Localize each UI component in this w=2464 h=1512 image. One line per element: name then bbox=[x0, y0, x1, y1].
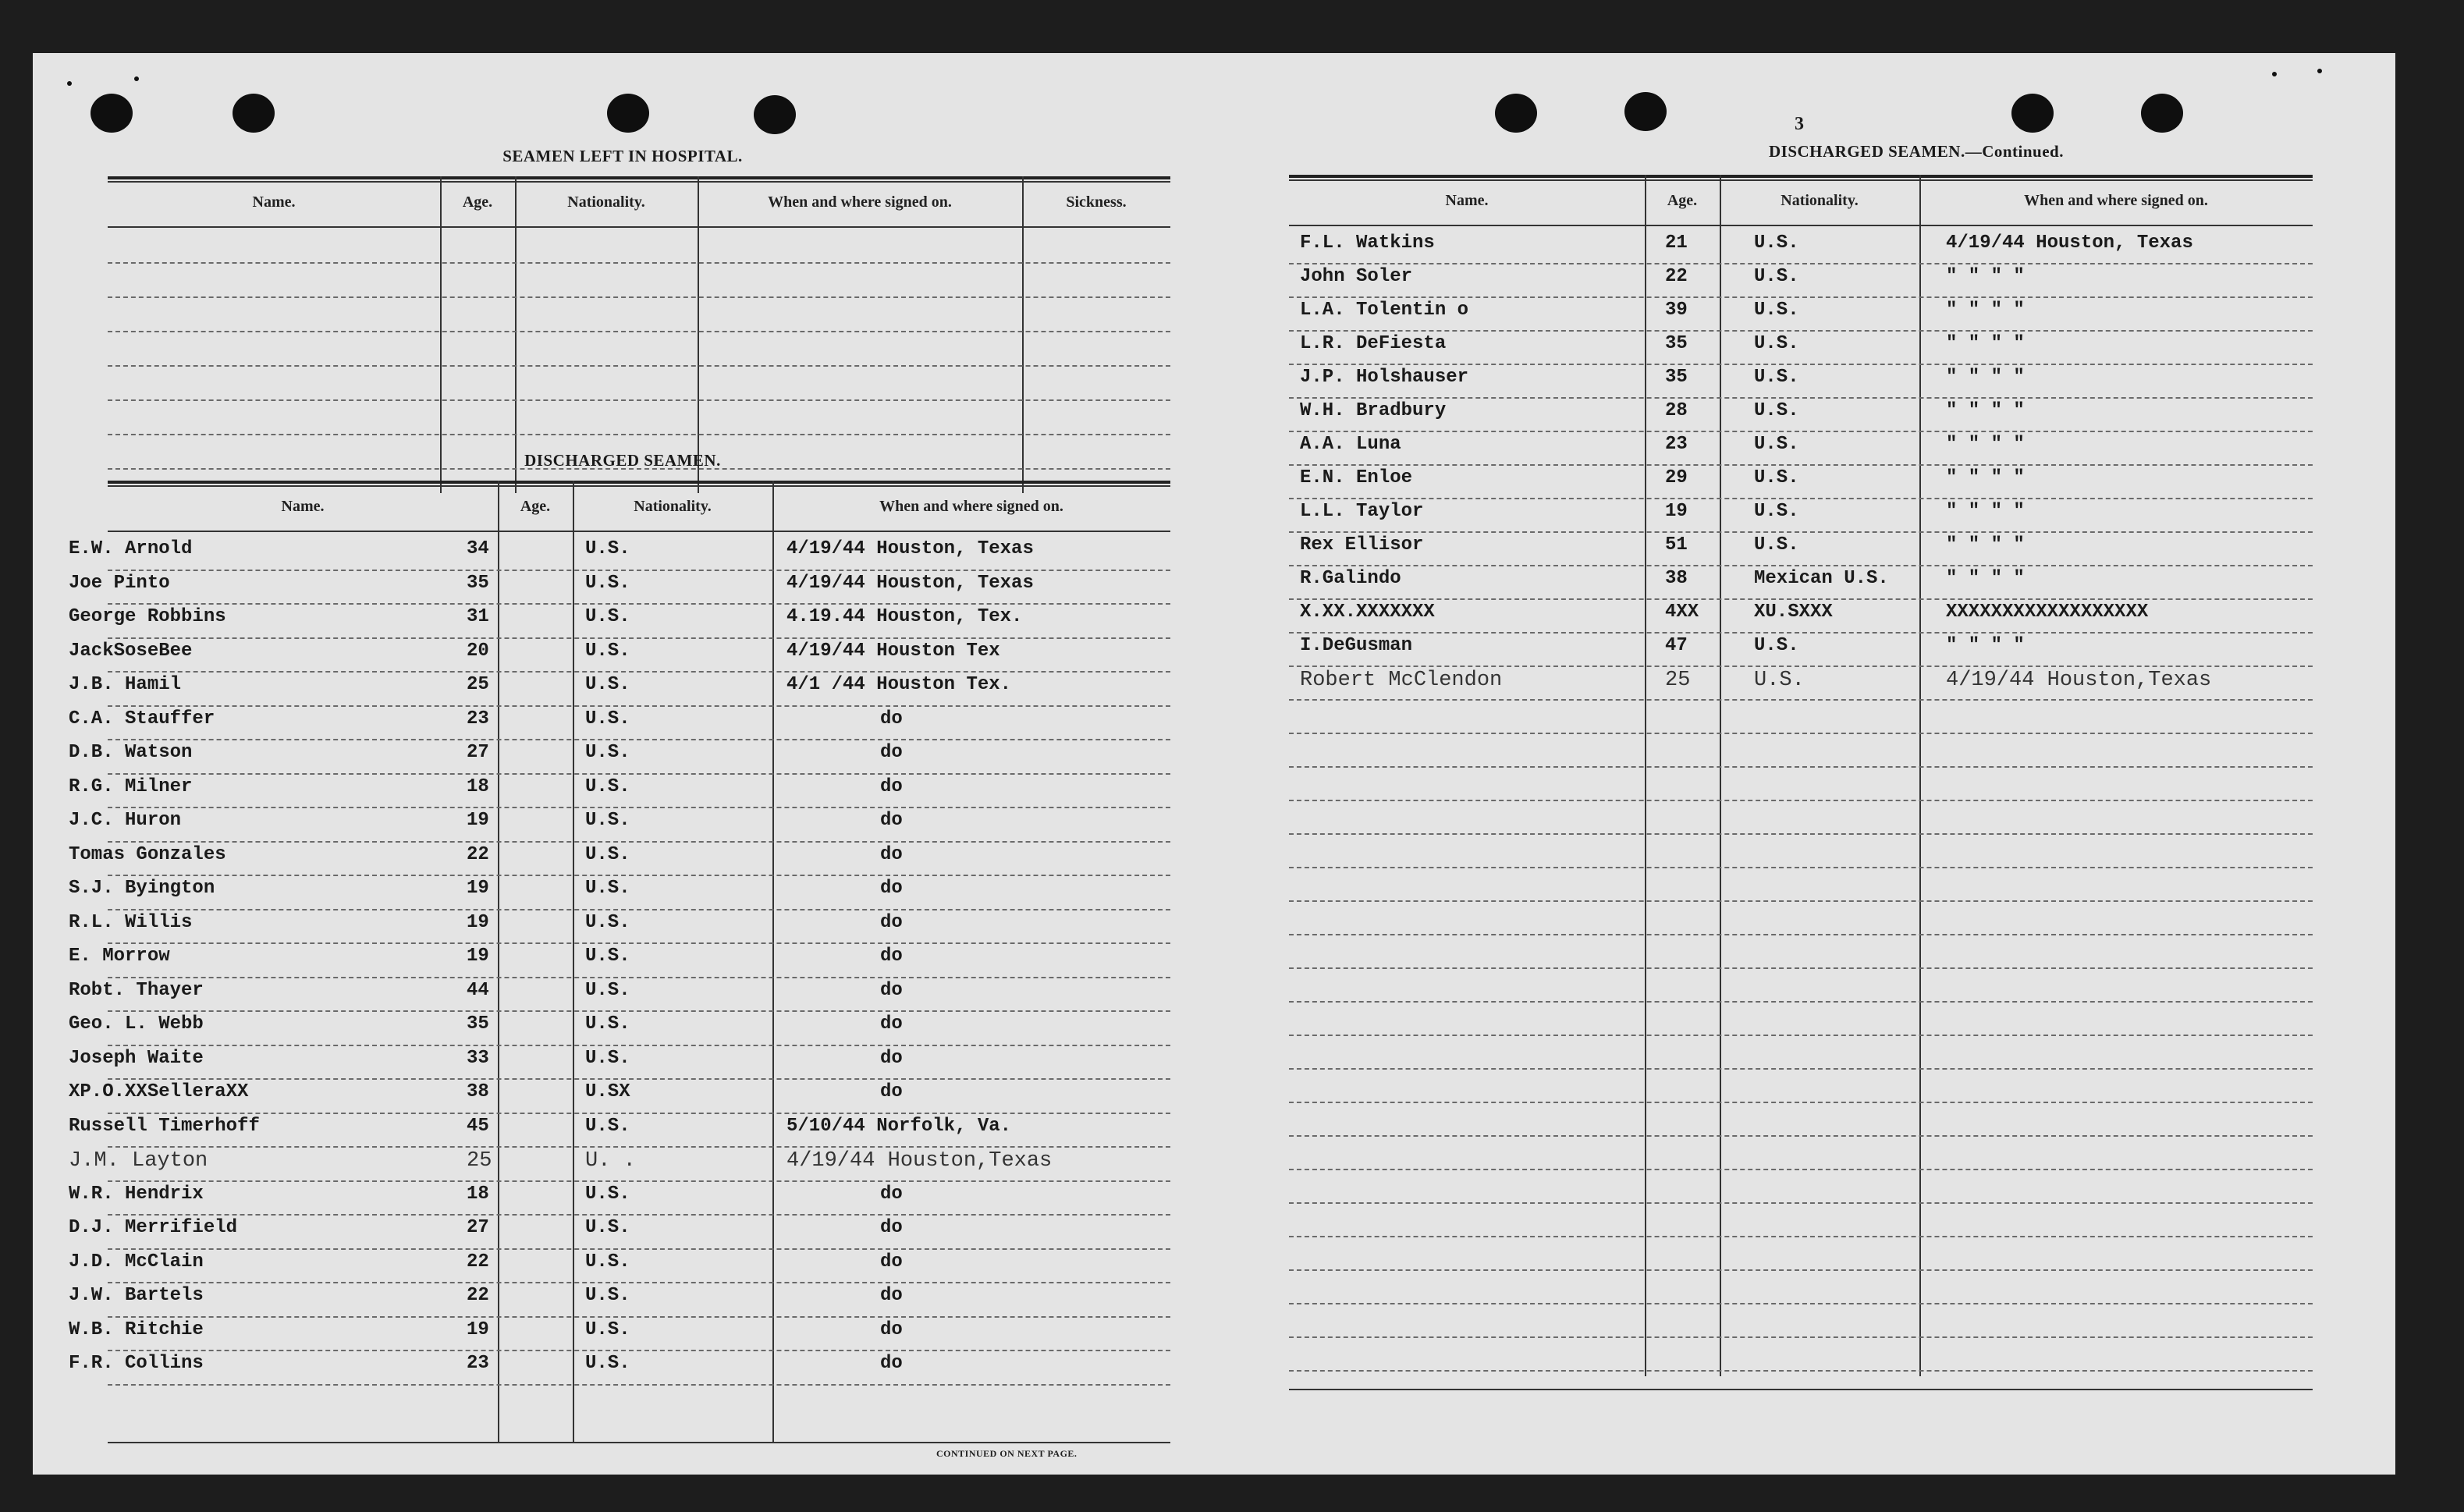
seaman-nationality: Mexican U.S. bbox=[1754, 568, 1889, 589]
row-rule bbox=[108, 1384, 1170, 1386]
seaman-age: 23 bbox=[467, 1353, 489, 1374]
row-rule bbox=[108, 1316, 1170, 1318]
row-rule bbox=[1289, 833, 2313, 835]
col-header-nationality: Nationality. bbox=[1781, 192, 1859, 209]
signed-on-info: 4/19/44 Houston,Texas bbox=[1946, 669, 2212, 692]
col-header-nationality: Nationality. bbox=[634, 498, 712, 515]
seaman-name: George Robbins bbox=[69, 606, 226, 627]
signed-on-info: " " " " bbox=[1946, 568, 2025, 589]
seaman-name: Tomas Gonzales bbox=[69, 843, 226, 865]
seaman-name: R.L. Willis bbox=[69, 911, 193, 933]
signed-on-info: do bbox=[880, 878, 903, 899]
speck-mark bbox=[67, 81, 72, 86]
row-rule bbox=[108, 1146, 1170, 1148]
row-rule bbox=[1289, 1102, 2313, 1103]
row-rule bbox=[108, 637, 1170, 639]
seaman-name: Joe Pinto bbox=[69, 572, 170, 594]
seaman-age: 18 bbox=[467, 776, 489, 797]
seaman-nationality: U.S. bbox=[1754, 300, 1799, 321]
speck-mark bbox=[2317, 69, 2322, 73]
signed-on-info: do bbox=[880, 1353, 903, 1374]
signed-on-info: do bbox=[880, 843, 903, 865]
signed-on-info: 4/19/44 Houston, Texas bbox=[1946, 232, 2193, 254]
seaman-nationality: U.S. bbox=[585, 1183, 630, 1205]
signed-on-info: do bbox=[880, 946, 903, 967]
seaman-name: Joseph Waite bbox=[69, 1047, 204, 1069]
seaman-name: W.H. Bradbury bbox=[1300, 400, 1447, 421]
speck-mark bbox=[2272, 72, 2277, 76]
signed-on-info: 4.19.44 Houston, Tex. bbox=[786, 606, 1023, 627]
seaman-nationality: U.S. bbox=[585, 1115, 630, 1137]
row-rule bbox=[1289, 1303, 2313, 1304]
signed-on-info: " " " " bbox=[1946, 467, 2025, 488]
row-rule bbox=[1289, 766, 2313, 768]
seaman-name: F.L. Watkins bbox=[1300, 232, 1435, 254]
row-rule bbox=[1289, 1202, 2313, 1204]
seaman-nationality: U.S. bbox=[585, 911, 630, 933]
seaman-age: 22 bbox=[467, 1285, 489, 1306]
seaman-nationality: XU.SXXX bbox=[1754, 602, 1833, 623]
seaman-name: R.Galindo bbox=[1300, 568, 1401, 589]
row-rule bbox=[1289, 397, 2313, 399]
seaman-age: 19 bbox=[467, 810, 489, 831]
seaman-name: J.M. Layton bbox=[69, 1149, 208, 1173]
punch-hole bbox=[1624, 92, 1667, 131]
seaman-nationality: U.S. bbox=[585, 946, 630, 967]
seaman-nationality: U.S. bbox=[585, 1217, 630, 1238]
signed-on-info: do bbox=[880, 776, 903, 797]
seaman-name: A.A. Luna bbox=[1300, 434, 1401, 455]
hospital-section-title: SEAMEN LEFT IN HOSPITAL. bbox=[502, 147, 743, 165]
left-page bbox=[33, 53, 1209, 1475]
seaman-name: W.B. Ritchie bbox=[69, 1319, 204, 1340]
right-page bbox=[1209, 53, 2395, 1475]
row-rule bbox=[1289, 1135, 2313, 1137]
seaman-nationality: U.S. bbox=[1754, 400, 1799, 421]
seaman-nationality: U.S. bbox=[1754, 467, 1799, 488]
seaman-age: 47 bbox=[1665, 635, 1688, 656]
signed-on-info: XXXXXXXXXXXXXXXXXX bbox=[1946, 602, 2149, 623]
seaman-nationality: U.S. bbox=[1754, 669, 1805, 692]
discharged-table bbox=[69, 481, 1170, 1443]
seaman-name: E.W. Arnold bbox=[69, 538, 193, 559]
seaman-age: 35 bbox=[467, 572, 489, 594]
seaman-nationality: U.SX bbox=[585, 1081, 630, 1102]
row-rule bbox=[1289, 800, 2313, 801]
row-rule bbox=[1289, 565, 2313, 566]
seaman-nationality: U.S. bbox=[585, 538, 630, 559]
signed-on-info: " " " " bbox=[1946, 400, 2025, 421]
seaman-name: S.J. Byington bbox=[69, 878, 215, 899]
seaman-nationality: U.S. bbox=[585, 1353, 630, 1374]
signed-on-info: do bbox=[880, 742, 903, 763]
row-rule bbox=[1289, 431, 2313, 432]
row-rule bbox=[1289, 665, 2313, 667]
row-rule bbox=[108, 1045, 1170, 1046]
row-rule bbox=[108, 841, 1170, 843]
signed-on-info: do bbox=[880, 1251, 903, 1272]
row-rule bbox=[1289, 598, 2313, 600]
seaman-name: J.P. Holshauser bbox=[1300, 367, 1469, 388]
seaman-age: 19 bbox=[1665, 501, 1688, 522]
row-rule bbox=[1289, 699, 2313, 701]
row-rule bbox=[108, 1180, 1170, 1182]
seaman-name: J.C. Huron bbox=[69, 810, 182, 831]
row-rule bbox=[108, 739, 1170, 740]
row-rule bbox=[108, 773, 1170, 775]
seaman-age: 25 bbox=[1665, 669, 1691, 692]
seaman-age: 44 bbox=[467, 979, 489, 1001]
punch-hole bbox=[1495, 94, 1537, 133]
row-rule bbox=[108, 909, 1170, 910]
col-header-name: Name. bbox=[281, 498, 325, 515]
seaman-nationality: U.S. bbox=[1754, 635, 1799, 656]
row-rule bbox=[108, 1113, 1170, 1114]
row-rule bbox=[1289, 1269, 2313, 1271]
signed-on-info: do bbox=[880, 1217, 903, 1238]
signed-on-info: do bbox=[880, 911, 903, 933]
row-rule bbox=[108, 875, 1170, 876]
row-rule bbox=[108, 1282, 1170, 1283]
signed-on-info: " " " " bbox=[1946, 501, 2025, 522]
row-rule bbox=[1289, 1336, 2313, 1338]
row-rule bbox=[1289, 531, 2313, 533]
signed-on-info: do bbox=[880, 1081, 903, 1102]
seaman-age: 22 bbox=[467, 843, 489, 865]
seaman-nationality: U.S. bbox=[585, 810, 630, 831]
row-rule bbox=[1289, 498, 2313, 499]
seaman-nationality: U.S. bbox=[585, 1285, 630, 1306]
seaman-name: Russell Timerhoff bbox=[69, 1115, 260, 1137]
row-rule bbox=[1289, 900, 2313, 902]
seaman-name: John Soler bbox=[1300, 266, 1413, 287]
row-rule bbox=[108, 1078, 1170, 1080]
signed-on-info: 4/19/44 Houston Tex bbox=[786, 640, 1000, 662]
seaman-nationality: U.S. bbox=[585, 776, 630, 797]
col-header-age: Age. bbox=[1667, 192, 1698, 209]
signed-on-info: 4/19/44 Houston, Texas bbox=[786, 572, 1034, 594]
seaman-name: X.XX.XXXXXXX bbox=[1300, 602, 1435, 623]
seaman-name: Robert McClendon bbox=[1300, 669, 1503, 692]
seaman-nationality: U.S. bbox=[585, 843, 630, 865]
seaman-nationality: U.S. bbox=[585, 1047, 630, 1069]
hospital-table bbox=[108, 176, 1170, 493]
col-header-nationality: Nationality. bbox=[567, 193, 645, 211]
seaman-name: L.L. Taylor bbox=[1300, 501, 1424, 522]
seaman-age: 28 bbox=[1665, 400, 1688, 421]
row-rule bbox=[1289, 1236, 2313, 1237]
seaman-age: 29 bbox=[1665, 467, 1688, 488]
signed-on-info: do bbox=[880, 1013, 903, 1035]
seaman-age: 35 bbox=[1665, 333, 1688, 354]
seaman-age: 38 bbox=[1665, 568, 1688, 589]
punch-hole bbox=[2011, 94, 2054, 133]
row-rule bbox=[1289, 263, 2313, 264]
seaman-name: D.B. Watson bbox=[69, 742, 193, 763]
punch-hole bbox=[607, 94, 649, 133]
row-rule bbox=[1289, 632, 2313, 634]
seaman-age: 21 bbox=[1665, 232, 1688, 254]
row-rule bbox=[1289, 1068, 2313, 1070]
seaman-nationality: U.S. bbox=[1754, 232, 1799, 254]
seaman-nationality: U.S. bbox=[1754, 367, 1799, 388]
seaman-age: 31 bbox=[467, 606, 489, 627]
seaman-name: Rex Ellisor bbox=[1300, 534, 1424, 555]
seaman-age: 18 bbox=[467, 1183, 489, 1205]
signed-on-info: do bbox=[880, 708, 903, 729]
seaman-age: 25 bbox=[467, 674, 489, 695]
signed-on-info: do bbox=[880, 979, 903, 1001]
row-rule bbox=[1289, 1169, 2313, 1170]
seaman-age: 22 bbox=[1665, 266, 1688, 287]
row-rule bbox=[1289, 733, 2313, 734]
discharged-continued-title: DISCHARGED SEAMEN.—Continued. bbox=[1769, 142, 2064, 161]
seaman-age: 33 bbox=[467, 1047, 489, 1069]
seaman-name: J.D. McClain bbox=[69, 1251, 204, 1272]
row-rule bbox=[1289, 867, 2313, 868]
signed-on-info: 4/19/44 Houston, Texas bbox=[786, 538, 1034, 559]
page-number: 3 bbox=[1795, 114, 1804, 134]
seaman-age: 39 bbox=[1665, 300, 1688, 321]
seaman-nationality: U.S. bbox=[585, 708, 630, 729]
row-rule bbox=[108, 671, 1170, 673]
seaman-age: 19 bbox=[467, 911, 489, 933]
seaman-name: J.B. Hamil bbox=[69, 674, 182, 695]
seaman-nationality: U.S. bbox=[1754, 501, 1799, 522]
row-rule bbox=[108, 977, 1170, 978]
seaman-age: 4XX bbox=[1665, 602, 1699, 623]
row-rule bbox=[1289, 967, 2313, 969]
signed-on-info: 4/1 /44 Houston Tex. bbox=[786, 674, 1012, 695]
seaman-name: J.W. Bartels bbox=[69, 1285, 204, 1306]
seaman-age: 45 bbox=[467, 1115, 489, 1137]
seaman-nationality: U.S. bbox=[1754, 534, 1799, 555]
signed-on-info: " " " " bbox=[1946, 367, 2025, 388]
row-rule bbox=[1289, 296, 2313, 298]
signed-on-info: do bbox=[880, 1183, 903, 1205]
col-header-signed-on: When and where signed on. bbox=[2024, 192, 2208, 209]
row-rule bbox=[108, 807, 1170, 808]
row-rule bbox=[1289, 1001, 2313, 1003]
punch-hole bbox=[233, 94, 275, 133]
seaman-age: 27 bbox=[467, 742, 489, 763]
seaman-nationality: U. . bbox=[585, 1149, 636, 1173]
signed-on-info: 4/19/44 Houston,Texas bbox=[786, 1149, 1053, 1173]
seaman-age: 19 bbox=[467, 946, 489, 967]
seaman-nationality: U.S. bbox=[585, 1013, 630, 1035]
discharged-table-continued bbox=[1289, 175, 2313, 1392]
row-rule bbox=[108, 1214, 1170, 1216]
signed-on-info: " " " " bbox=[1946, 333, 2025, 354]
row-rule bbox=[1289, 364, 2313, 365]
seaman-nationality: U.S. bbox=[585, 674, 630, 695]
punch-hole bbox=[2141, 94, 2183, 133]
seaman-age: 19 bbox=[467, 878, 489, 899]
seaman-age: 22 bbox=[467, 1251, 489, 1272]
seaman-nationality: U.S. bbox=[1754, 266, 1799, 287]
seaman-nationality: U.S. bbox=[1754, 434, 1799, 455]
seaman-name: XP.O.XXSelleraXX bbox=[69, 1081, 249, 1102]
seaman-name: F.R. Collins bbox=[69, 1353, 204, 1374]
seaman-age: 25 bbox=[467, 1149, 492, 1173]
col-header-age: Age. bbox=[520, 498, 551, 515]
row-rule bbox=[1289, 1035, 2313, 1036]
seaman-name: C.A. Stauffer bbox=[69, 708, 215, 729]
col-header-age: Age. bbox=[462, 193, 493, 211]
seaman-nationality: U.S. bbox=[585, 640, 630, 662]
seaman-nationality: U.S. bbox=[585, 979, 630, 1001]
row-rule bbox=[108, 603, 1170, 605]
seaman-nationality: U.S. bbox=[585, 1251, 630, 1272]
row-rule bbox=[1289, 330, 2313, 332]
signed-on-info: do bbox=[880, 1047, 903, 1069]
seaman-name: R.G. Milner bbox=[69, 776, 193, 797]
row-rule bbox=[1289, 464, 2313, 466]
seaman-age: 34 bbox=[467, 538, 489, 559]
signed-on-info: " " " " bbox=[1946, 434, 2025, 455]
row-rule bbox=[108, 1248, 1170, 1250]
col-header-sickness: Sickness. bbox=[1066, 193, 1127, 211]
seaman-age: 20 bbox=[467, 640, 489, 662]
signed-on-info: do bbox=[880, 1319, 903, 1340]
seaman-name: W.R. Hendrix bbox=[69, 1183, 204, 1205]
seaman-nationality: U.S. bbox=[1754, 333, 1799, 354]
seaman-age: 23 bbox=[467, 708, 489, 729]
seaman-name: JackSoseBee bbox=[69, 640, 193, 662]
signed-on-info: do bbox=[880, 1285, 903, 1306]
seaman-name: E.N. Enloe bbox=[1300, 467, 1413, 488]
signed-on-info: " " " " bbox=[1946, 534, 2025, 555]
discharged-section-title: DISCHARGED SEAMEN. bbox=[524, 451, 721, 470]
seaman-name: Robt. Thayer bbox=[69, 979, 204, 1001]
seaman-name: L.R. DeFiesta bbox=[1300, 333, 1447, 354]
signed-on-info: " " " " bbox=[1946, 635, 2025, 656]
row-rule bbox=[108, 942, 1170, 944]
punch-hole bbox=[754, 95, 796, 134]
seaman-nationality: U.S. bbox=[585, 742, 630, 763]
seaman-name: D.J. Merrifield bbox=[69, 1217, 238, 1238]
row-rule bbox=[108, 1350, 1170, 1351]
seaman-age: 27 bbox=[467, 1217, 489, 1238]
seaman-name: I.DeGusman bbox=[1300, 635, 1413, 656]
seaman-age: 38 bbox=[467, 1081, 489, 1102]
seaman-age: 23 bbox=[1665, 434, 1688, 455]
seaman-nationality: U.S. bbox=[585, 572, 630, 594]
continued-note: CONTINUED ON NEXT PAGE. bbox=[936, 1448, 1078, 1459]
seaman-nationality: U.S. bbox=[585, 878, 630, 899]
col-header-name: Name. bbox=[1445, 192, 1489, 209]
punch-hole bbox=[91, 94, 133, 133]
col-header-signed-on: When and where signed on. bbox=[879, 498, 1063, 515]
seaman-name: L.A. Tolentin o bbox=[1300, 300, 1469, 321]
seaman-name: E. Morrow bbox=[69, 946, 170, 967]
seaman-age: 35 bbox=[467, 1013, 489, 1035]
row-rule bbox=[108, 705, 1170, 707]
col-header-name: Name. bbox=[252, 193, 296, 211]
seaman-age: 35 bbox=[1665, 367, 1688, 388]
row-rule bbox=[108, 1010, 1170, 1012]
signed-on-info: " " " " bbox=[1946, 266, 2025, 287]
speck-mark bbox=[134, 76, 139, 81]
seaman-age: 51 bbox=[1665, 534, 1688, 555]
seaman-nationality: U.S. bbox=[585, 606, 630, 627]
seaman-age: 19 bbox=[467, 1319, 489, 1340]
signed-on-info: " " " " bbox=[1946, 300, 2025, 321]
col-header-signed-on: When and where signed on. bbox=[768, 193, 952, 211]
row-rule bbox=[1289, 934, 2313, 935]
signed-on-info: 5/10/44 Norfolk, Va. bbox=[786, 1115, 1012, 1137]
seaman-nationality: U.S. bbox=[585, 1319, 630, 1340]
row-rule bbox=[108, 570, 1170, 571]
signed-on-info: do bbox=[880, 810, 903, 831]
seaman-name: Geo. L. Webb bbox=[69, 1013, 204, 1035]
row-rule bbox=[1289, 1370, 2313, 1372]
